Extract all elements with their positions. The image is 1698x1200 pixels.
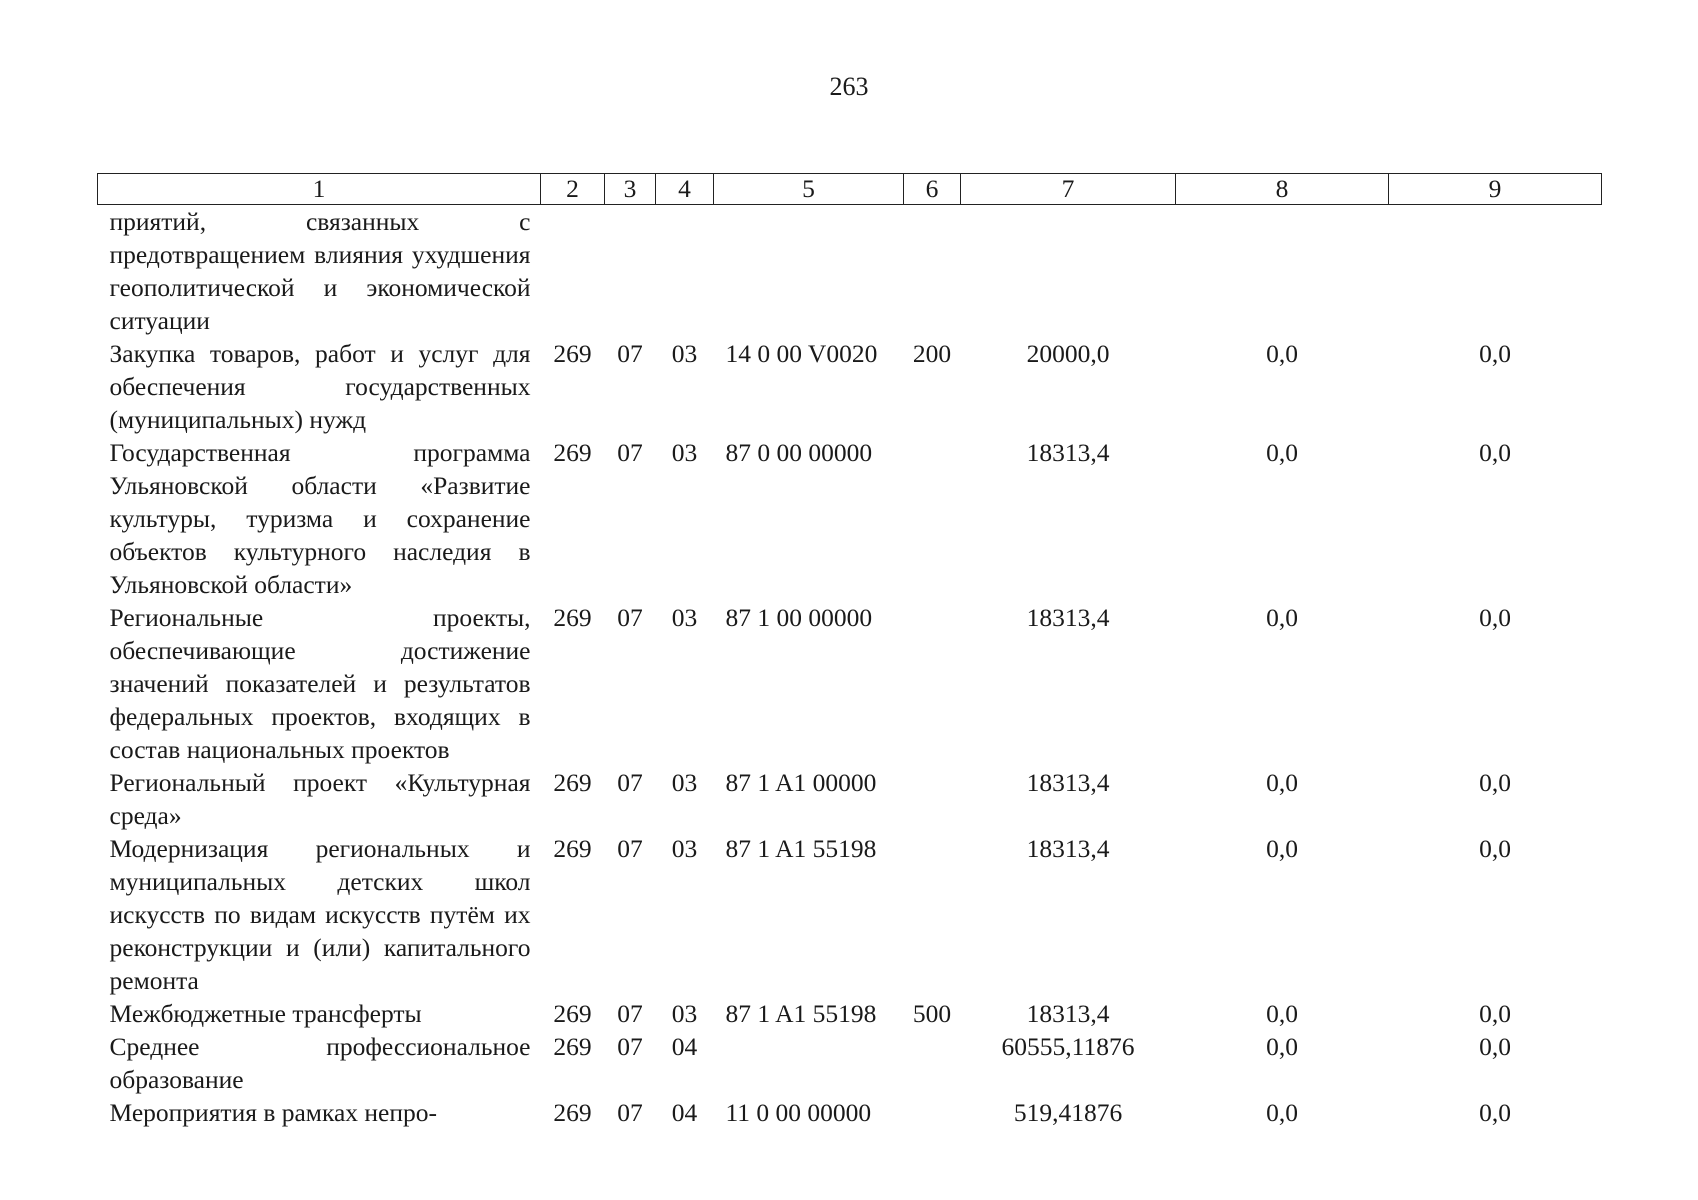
amount-year2-cell: 0,0 — [1266, 1098, 1298, 1127]
amount-year3-cell: 0,0 — [1479, 768, 1511, 797]
amount-year1-cell: 18313,4 — [1026, 834, 1110, 863]
target-article-cell — [714, 205, 904, 338]
amount-year2-cell — [1176, 205, 1389, 338]
amount-year1-cell: 18313,4 — [1026, 999, 1110, 1028]
table-row — [98, 601, 1602, 766]
target-article-cell: 87 1 A1 55198 — [725, 999, 877, 1028]
subsection-cell: 03 — [671, 339, 698, 368]
section-cell: 07 — [617, 834, 643, 863]
amount-year1-cell: 18313,4 — [1026, 603, 1110, 632]
admin-code-cell: 269 — [553, 1032, 592, 1061]
target-article-cell: 87 1 00 00000 — [725, 603, 873, 632]
amount-year3-cell: 0,0 — [1479, 999, 1511, 1028]
row-name-cell: приятий, связанных с предотвращением влияния ухудшения геополитической и экономической ситуации — [109, 207, 531, 335]
amount-year2-cell: 0,0 — [1266, 834, 1298, 863]
column-header: 1 — [98, 174, 541, 205]
section-cell: 07 — [617, 1032, 643, 1061]
row-name-cell: Региональные проекты, обеспечивающие достижение значений показателей и результатов федеральных проектов, входящих в состав национальных проектов — [109, 603, 531, 764]
row-name-cell: Модернизация региональных и муниципальных детских школ искусств по видам искусств путём их реконструкции и (или) капитального ремонта — [109, 834, 531, 995]
expense-type-cell — [904, 205, 961, 338]
column-header: 4 — [656, 174, 714, 205]
amount-year1-cell: 18313,4 — [1026, 768, 1110, 797]
target-article-cell: 87 1 A1 00000 — [725, 768, 877, 797]
expense-type-cell — [904, 601, 961, 766]
amount-year2-cell: 0,0 — [1266, 438, 1298, 467]
amount-year1-cell — [961, 205, 1176, 338]
subsection-cell: 03 — [671, 438, 698, 467]
amount-year2-cell: 0,0 — [1266, 339, 1298, 368]
table-row — [98, 337, 1602, 436]
column-header: 8 — [1176, 174, 1389, 205]
table-row — [98, 1030, 1602, 1096]
table-row — [98, 997, 1602, 1030]
expense-type-cell: 500 — [912, 999, 952, 1028]
expense-type-cell — [904, 832, 961, 997]
amount-year1-cell: 519,41876 — [1013, 1098, 1123, 1127]
amount-year1-cell: 18313,4 — [1026, 438, 1110, 467]
subsection-cell — [656, 205, 714, 338]
expense-type-cell: 200 — [912, 339, 952, 368]
subsection-cell: 03 — [671, 768, 698, 797]
amount-year2-cell: 0,0 — [1266, 768, 1298, 797]
section-cell: 07 — [617, 603, 643, 632]
subsection-cell: 04 — [671, 1032, 698, 1061]
amount-year2-cell: 0,0 — [1266, 1032, 1298, 1061]
target-article-cell: 14 0 00 V0020 — [725, 339, 878, 368]
section-cell: 07 — [617, 339, 643, 368]
expense-type-cell — [904, 436, 961, 601]
admin-code-cell: 269 — [553, 339, 592, 368]
table-row — [98, 205, 1602, 338]
target-article-cell: 87 1 A1 55198 — [725, 834, 877, 863]
section-cell: 07 — [617, 768, 643, 797]
admin-code-cell: 269 — [553, 999, 592, 1028]
amount-year3-cell: 0,0 — [1479, 603, 1511, 632]
amount-year2-cell: 0,0 — [1266, 603, 1298, 632]
table-row — [98, 832, 1602, 997]
column-header: 6 — [904, 174, 961, 205]
expense-type-cell — [904, 1096, 961, 1129]
header-row — [98, 174, 1602, 205]
amount-year1-cell: 60555,11876 — [1001, 1032, 1135, 1061]
admin-code-cell: 269 — [553, 834, 592, 863]
expense-type-cell — [904, 1030, 961, 1096]
section-cell: 07 — [617, 438, 643, 467]
target-article-cell — [714, 1030, 904, 1096]
row-name-cell: Среднее профессиональное образование — [109, 1032, 531, 1094]
admin-code-cell: 269 — [553, 603, 592, 632]
column-header: 9 — [1389, 174, 1602, 205]
table-row — [98, 436, 1602, 601]
admin-code-cell: 269 — [553, 438, 592, 467]
row-name-cell: Государственная программа Ульяновской области «Развитие культуры, туризма и сохранение объектов культурного наследия в Ульяновской области» — [109, 438, 531, 599]
amount-year3-cell: 0,0 — [1479, 1098, 1511, 1127]
column-header: 3 — [605, 174, 656, 205]
column-header: 7 — [961, 174, 1176, 205]
column-header: 5 — [714, 174, 904, 205]
table-row — [98, 1096, 1602, 1129]
admin-code-cell: 269 — [553, 1098, 592, 1127]
subsection-cell: 04 — [671, 1098, 698, 1127]
page-number: 263 — [829, 72, 869, 101]
row-name-cell: Закупка товаров, работ и услуг для обеспечения государственных (муниципальных) нужд — [109, 339, 531, 434]
amount-year3-cell: 0,0 — [1479, 438, 1511, 467]
table-row — [98, 766, 1602, 832]
row-name-cell: Межбюджетные трансферты — [109, 999, 422, 1028]
amount-year3-cell: 0,0 — [1479, 339, 1511, 368]
row-name-cell: Мероприятия в рамках непро- — [109, 1098, 437, 1127]
amount-year3-cell: 0,0 — [1479, 1032, 1511, 1061]
budget-table — [97, 173, 1602, 1129]
amount-year3-cell: 0,0 — [1479, 834, 1511, 863]
amount-year3-cell — [1389, 205, 1602, 338]
target-article-cell: 87 0 00 00000 — [725, 438, 873, 467]
admin-code-cell: 269 — [553, 768, 592, 797]
section-cell: 07 — [617, 999, 643, 1028]
row-name-cell: Региональный проект «Культурная среда» — [109, 768, 531, 830]
target-article-cell: 11 0 00 00000 — [725, 1098, 872, 1127]
admin-code-cell — [541, 205, 605, 338]
column-header: 2 — [541, 174, 605, 205]
amount-year1-cell: 20000,0 — [1026, 339, 1110, 368]
subsection-cell: 03 — [671, 834, 698, 863]
amount-year2-cell: 0,0 — [1266, 999, 1298, 1028]
subsection-cell: 03 — [671, 999, 698, 1028]
section-cell: 07 — [617, 1098, 643, 1127]
expense-type-cell — [904, 766, 961, 832]
section-cell — [605, 205, 656, 338]
subsection-cell: 03 — [671, 603, 698, 632]
